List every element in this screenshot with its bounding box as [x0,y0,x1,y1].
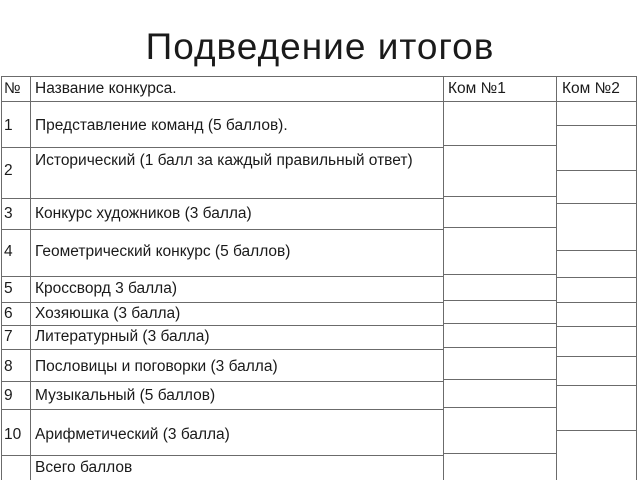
header-contest-name: Название конкурса. [35,80,177,97]
contest-name: Хозяюшка (3 балла) [35,305,181,322]
contest-name: Исторический (1 балл за каждый правильный ответ) [35,152,413,169]
header-team-2: Ком №2 [562,80,620,97]
page-title: Подведение итогов [145,26,495,67]
row-number: 1 [4,117,13,134]
row-number: 10 [4,426,22,443]
row-number: 8 [4,358,13,375]
header-number: № [4,80,21,97]
row-number: 7 [4,328,13,345]
contest-name: Кроссворд 3 балла) [35,280,178,297]
total-points-label: Всего баллов [35,459,133,476]
contest-name: Арифметический (3 балла) [35,426,230,443]
row-number: 4 [4,243,13,260]
contest-name: Музыкальный (5 баллов) [35,387,216,404]
row-number: 3 [4,205,13,222]
contest-name: Конкурс художников (3 балла) [35,205,252,222]
header-team-1: Ком №1 [448,80,506,97]
row-number: 2 [4,162,13,179]
contest-name: Представление команд (5 баллов). [35,117,288,134]
contest-name: Литературный (3 балла) [35,328,210,345]
row-number: 5 [4,280,13,297]
contest-name: Геометрический конкурс (5 баллов) [35,243,291,260]
row-number: 6 [4,305,13,322]
row-number: 9 [4,387,13,404]
contest-name: Пословицы и поговорки (3 балла) [35,358,278,375]
